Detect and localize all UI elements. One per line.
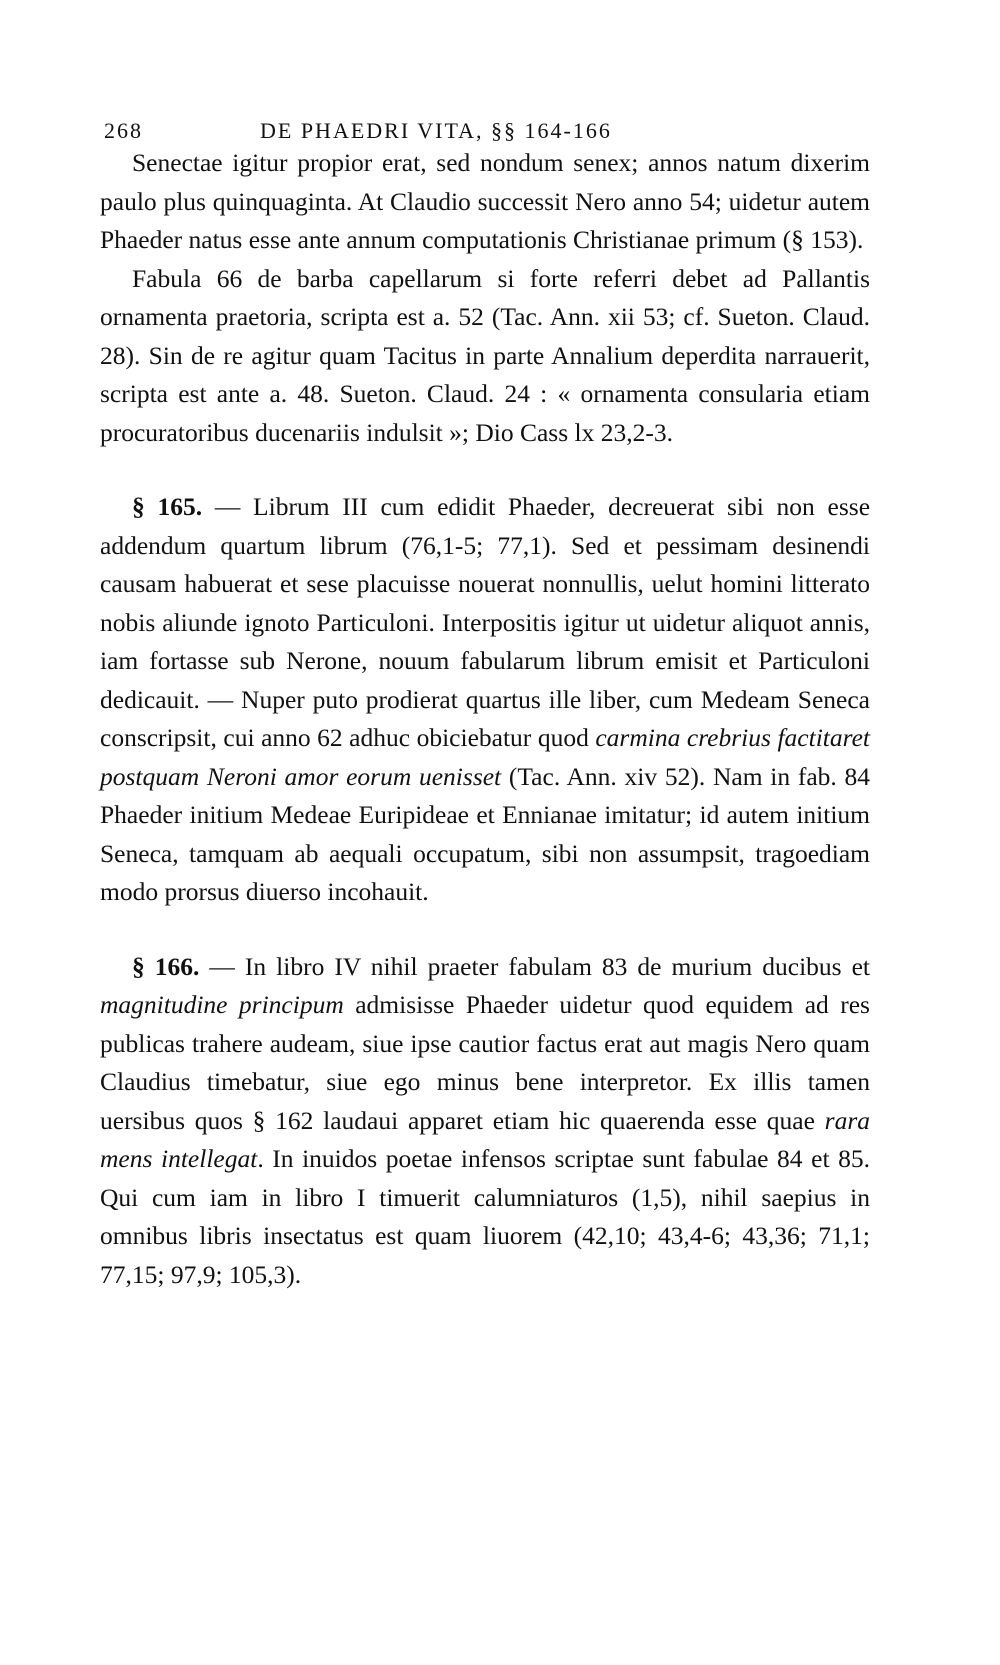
section-166-text-a: — In libro IV nihil praeter fabulam 83 de murium ducibus et [199,951,871,981]
section-166-text-b: admisisse Phaeder uidetur quod equidem ad res publicas trahere audeam, siue ipse cautior factus erat aut magis Nero quam Claudius timebatur, siue ego minus bene interpretor. Ex illis tamen uersibus quos § 162 laudaui apparet etiam hic quaerenda esse quae [100,990,870,1135]
section-166 [100,948,870,1295]
paragraph-fabula-66: Fabula 66 de barba capellarum si forte referri debet ad Pallantis ornamenta praetoria, scripta est a. 52 (Tac. Ann. xii 53; cf. Sueton. Claud. 28). Sin de re agitur quam Tacitus in parte Annalium deperdita narrauerit, scripta est ante a. 48. Sueton. Claud. 24 : « ornamenta consularia etiam procuratoribus ducenariis indulsit »; Dio Cass lx 23,2-3. [100,263,870,447]
section-165-text-b: (Tac. Ann. xiv 52). Nam in fab. 84 Phaeder initium Medeae Euripideae et Ennianae imitatur; id autem initium Seneca, tamquam ab aequali occupatum, sibi non assumpsit, tragoediam modo prorsus diuerso incohauit. [100,761,870,906]
paragraph-senectae: Senectae igitur propior erat, sed nondum senex; annos natum dixerim paulo plus quinquaginta. At Claudio successit Nero anno 54; uidetur autem Phaeder natus esse ante annum computationis Christianae primum (§ 153). [100,148,870,254]
page-number: 268 [104,118,143,143]
section-166-italic-a: magnitudine principum [100,990,344,1019]
section-165-text-a: — Librum III cum edidit Phaeder, decreuerat sibi non esse addendum quartum librum (76,1-5; 77,1). Sed et pessimam desinendi causam habuerat et sese placuisse nouerat nonnullis, uelut homini litterato nobis aliunde ignoto Particuloni. Interpositis igitur ut uidetur aliquot annis, iam fortasse sub Nerone, nouum fabularum librum emisit et Particuloni dedicauit. — Nuper puto prodierat quartus ille liber, cum Medeam Seneca conscripsit, cui anno 62 adhuc obiciebatur quod [100,492,871,752]
section-166-mark: § 166. [132,951,200,981]
page [100,96,870,1294]
section-165 [100,488,870,912]
section-166-text-c: . In inuidos poetae infensos scriptae sunt fabulae 84 et 85. Qui cum iam in libro I timuerit calumniaturos (1,5), nihil saepius in omnibus libris insectatus est quam liuorem (42,10; 43,4-6; 43,36; 71,1; 77,15; 97,9; 105,3). [100,1144,870,1289]
section-166-italic-b: rara mens intellegat [100,1105,870,1173]
section-165-italic-quote: carmina crebrius factitaret postquam Neroni amor eorum uenisset [100,723,870,791]
section-165-mark: § 165. [132,492,203,521]
running-title: DE PHAEDRI VITA, §§ 164-166 [260,118,612,143]
running-head [100,96,870,144]
